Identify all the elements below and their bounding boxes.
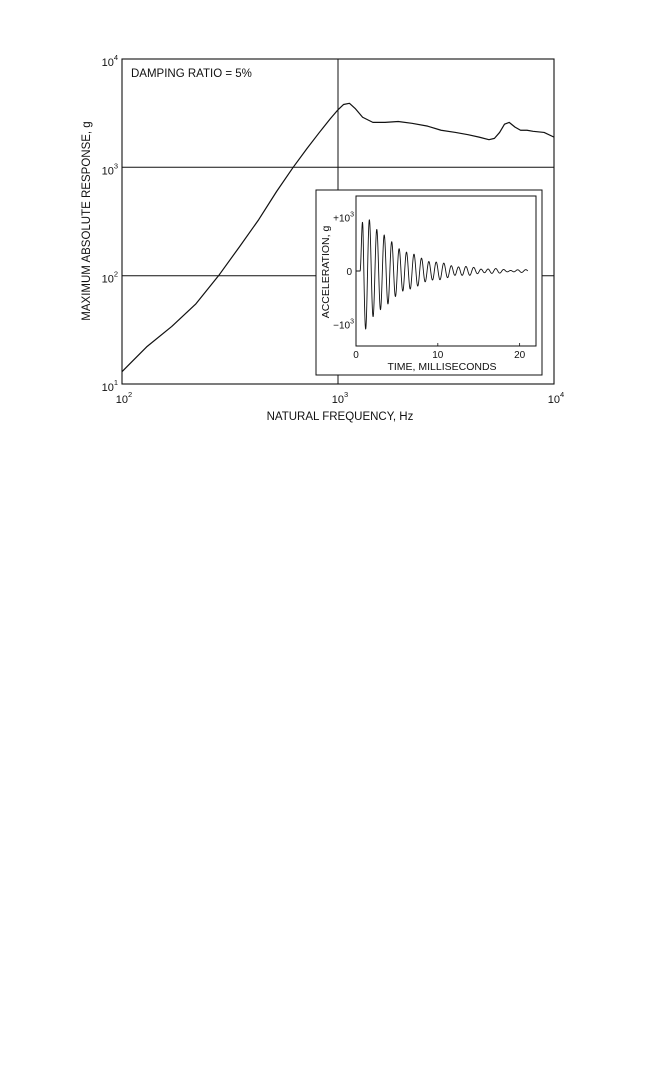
inset-y-tick--1000: $-10^3$ bbox=[333, 318, 354, 332]
inset-x-tick-0: 0 bbox=[353, 350, 359, 361]
main-y-tick-10000: $10^4$ bbox=[101, 53, 118, 69]
inset-x-tick-10: 10 bbox=[432, 350, 444, 361]
inset-chart bbox=[316, 190, 542, 375]
inset-x-axis-label: TIME, MILLISECONDS bbox=[387, 361, 497, 373]
inset-y-axis-label: ACCELERATION, g bbox=[320, 225, 332, 319]
main-x-tick-10000: $10^4$ bbox=[547, 390, 565, 406]
main-x-tick-100: $10^2$ bbox=[115, 390, 133, 406]
main-x-axis-label: NATURAL FREQUENCY, Hz bbox=[266, 411, 414, 423]
main-y-tick-1000: $10^3$ bbox=[101, 161, 118, 178]
damping-ratio-annotation: DAMPING RATIO = 5% bbox=[131, 68, 252, 80]
inset-y-tick-0: 0 bbox=[346, 267, 352, 278]
main-y-axis-label: MAXIMUM ABSOLUTE RESPONSE, g bbox=[81, 121, 93, 321]
main-y-tick-10: $10^1$ bbox=[101, 378, 118, 394]
main-y-tick-100: $10^2$ bbox=[101, 269, 118, 286]
inset-y-tick-1000: $+10^3$ bbox=[333, 211, 354, 225]
main-x-tick-1000: $10^3$ bbox=[331, 390, 349, 406]
main-x-tick-labels bbox=[116, 390, 564, 406]
main-y-tick-labels bbox=[102, 53, 118, 394]
inset-x-tick-20: 20 bbox=[514, 350, 526, 361]
